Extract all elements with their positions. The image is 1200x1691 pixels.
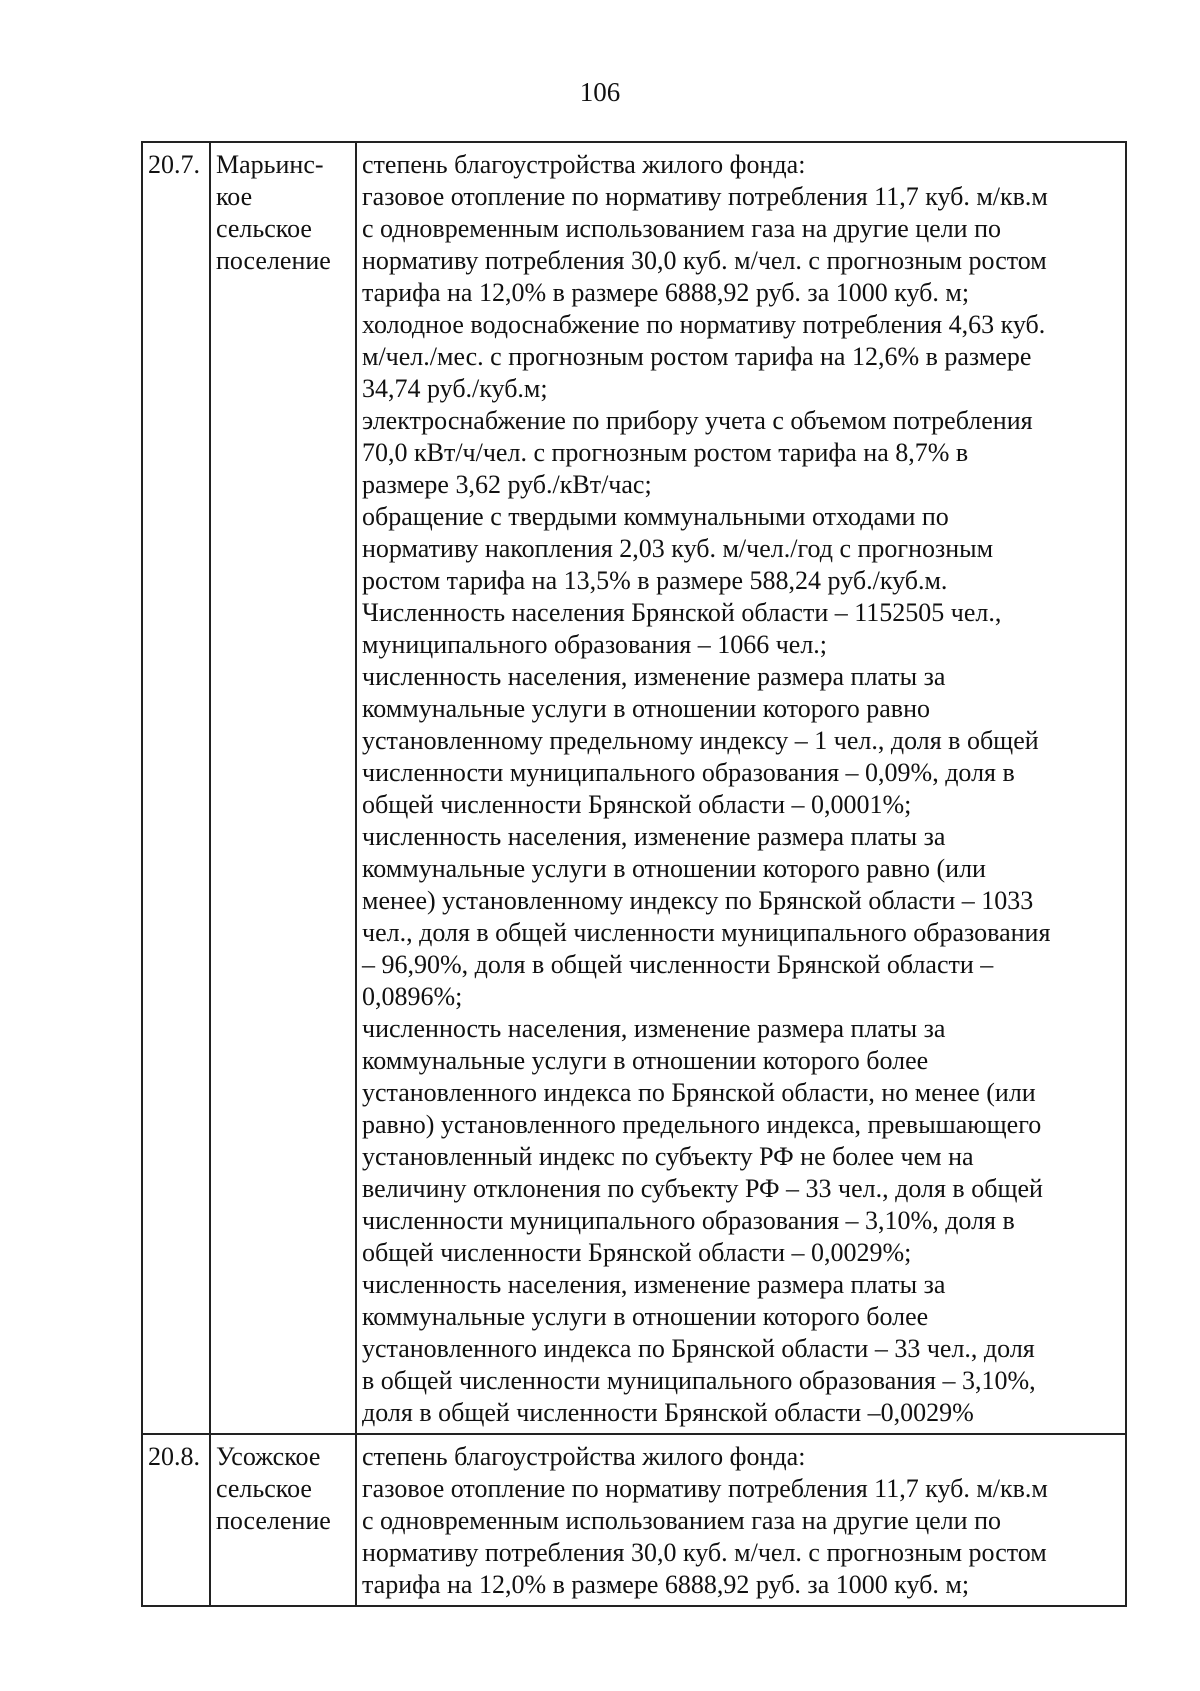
description-line: тарифа на 12,0% в размере 6888,92 руб. за 1000 куб. м; — [362, 278, 970, 307]
description-line: в общей численности муниципального образования – 3,10%, — [362, 1366, 1036, 1395]
description-line: с одновременным использованием газа на другие цели по — [362, 1506, 1001, 1535]
settlement-name-line: поселение — [216, 1506, 331, 1535]
description-line: тарифа на 12,0% в размере 6888,92 руб. за 1000 куб. м; — [362, 1570, 970, 1599]
description-line: нормативу потребления 30,0 куб. м/чел. с прогнозным ростом — [362, 246, 1047, 275]
table-body — [142, 142, 1126, 1606]
description-line: обращение с твердыми коммунальными отходами по — [362, 502, 949, 531]
description-line: установленного индекса по Брянской области, но менее (или — [362, 1078, 1036, 1107]
description-line: равно) установленного предельного индекса, превышающего — [362, 1110, 1042, 1139]
settlement-name-line: Усожское — [216, 1442, 321, 1471]
description-line: электроснабжение по прибору учета с объемом потребления — [362, 406, 1033, 435]
description-line: газовое отопление по нормативу потребления 11,7 куб. м/кв.м — [362, 182, 1048, 211]
description-line: установленный индекс по субъекту РФ не более чем на — [362, 1142, 974, 1171]
description-line: нормативу накопления 2,03 куб. м/чел./год с прогнозным — [362, 534, 994, 563]
description-line: численность населения, изменение размера платы за — [362, 662, 946, 691]
description-line: величину отклонения по субъекту РФ – 33 чел., доля в общей — [362, 1174, 1043, 1203]
settlement-name-line: сельское — [216, 214, 312, 243]
row-number-cell — [142, 1434, 210, 1606]
description-line: с одновременным использованием газа на другие цели по — [362, 214, 1001, 243]
settlement-name-line: Марьинс- — [216, 150, 324, 179]
description-line: численность населения, изменение размера платы за — [362, 1270, 946, 1299]
row-number-cell — [142, 142, 210, 1434]
settlement-name-line: сельское — [216, 1474, 312, 1503]
description-cell — [356, 1434, 1126, 1606]
settlement-name-line: кое — [216, 182, 253, 211]
description-line: общей численности Брянской области – 0,0029%; — [362, 1238, 912, 1267]
description-line: установленного индекса по Брянской области – 33 чел., доля — [362, 1334, 1035, 1363]
description-line: численности муниципального образования – 0,09%, доля в — [362, 758, 1015, 787]
settlement-name-line: поселение — [216, 246, 331, 275]
settlement-name-cell — [210, 1434, 356, 1606]
municipal-data-table — [141, 141, 1127, 1607]
description-line: нормативу потребления 30,0 куб. м/чел. с прогнозным ростом — [362, 1538, 1047, 1567]
description-line: коммунальные услуги в отношении которого равно — [362, 694, 931, 723]
description-line: 70,0 кВт/ч/чел. с прогнозным ростом тарифа на 8,7% в — [362, 438, 969, 467]
description-line: доля в общей численности Брянской области –0,0029% — [362, 1398, 974, 1427]
description-line: степень благоустройства жилого фонда: — [362, 150, 806, 179]
description-line: м/чел./мес. с прогнозным ростом тарифа на 12,6% в размере — [362, 342, 1032, 371]
description-line: Численность населения Брянской области – 1152505 чел., — [362, 598, 1002, 627]
page-number: 106 — [579, 77, 621, 107]
description-line: холодное водоснабжение по нормативу потребления 4,63 куб. — [362, 310, 1046, 339]
description-line: чел., доля в общей численности муниципального образования — [362, 918, 1051, 947]
description-line: коммунальные услуги в отношении которого более — [362, 1046, 929, 1075]
description-line: газовое отопление по нормативу потребления 11,7 куб. м/кв.м — [362, 1474, 1048, 1503]
settlement-name-cell — [210, 142, 356, 1434]
description-line: установленному предельному индексу – 1 чел., доля в общей — [362, 726, 1039, 755]
description-line: численности муниципального образования – 3,10%, доля в — [362, 1206, 1015, 1235]
description-line: численность населения, изменение размера платы за — [362, 822, 946, 851]
description-line: коммунальные услуги в отношении которого более — [362, 1302, 929, 1331]
description-line: коммунальные услуги в отношении которого равно (или — [362, 854, 986, 883]
description-line: степень благоустройства жилого фонда: — [362, 1442, 806, 1471]
row-number: 20.8. — [148, 1442, 200, 1471]
table-row — [142, 1434, 1126, 1606]
description-line: 34,74 руб./куб.м; — [362, 374, 548, 403]
description-line: муниципального образования – 1066 чел.; — [362, 630, 828, 659]
row-number: 20.7. — [148, 150, 200, 179]
description-line: размере 3,62 руб./кВт/час; — [362, 470, 652, 499]
description-line: численность населения, изменение размера платы за — [362, 1014, 946, 1043]
description-line: общей численности Брянской области – 0,0001%; — [362, 790, 912, 819]
description-cell — [356, 142, 1126, 1434]
table-row — [142, 142, 1126, 1434]
description-line: менее) установленному индексу по Брянской области – 1033 — [362, 886, 1034, 915]
description-line: ростом тарифа на 13,5% в размере 588,24 руб./куб.м. — [362, 566, 948, 595]
description-line: 0,0896%; — [362, 982, 463, 1011]
description-line: – 96,90%, доля в общей численности Брянской области – — [362, 950, 994, 979]
